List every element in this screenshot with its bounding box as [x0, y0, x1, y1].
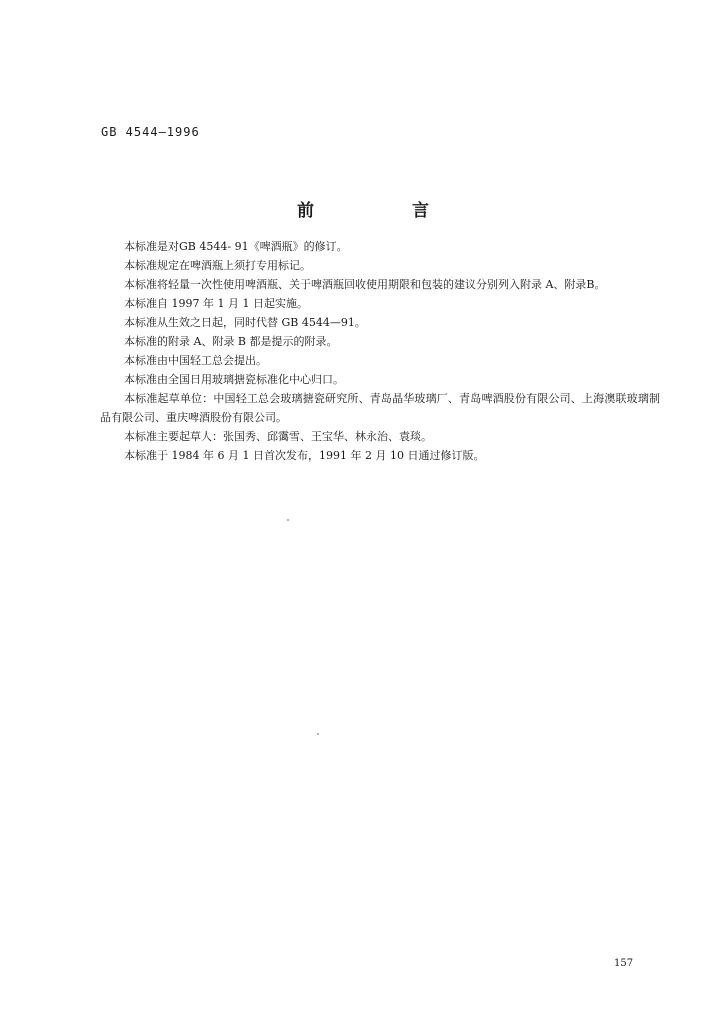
paragraph-drafting-units: 本标准起草单位：中国轻工总会玻璃搪瓷研究所、青岛晶华玻璃厂、青岛啤酒股份有限公司、上海澳联玻璃制品有限公司、重庆啤酒股份有限公司。	[100, 392, 660, 424]
foreword-body	[100, 237, 660, 465]
paragraph-history: 本标准于 1984 年 6 月 1 日首次发布，1991 年 2 月 10 日通过修订版。	[124, 449, 485, 462]
paragraph-replacement: 本标准从生效之日起，同时代替 GB 4544—91。	[124, 316, 366, 329]
paragraph-marking: 本标准规定在啤酒瓶上须打专用标记。	[124, 259, 311, 272]
standard-code: GB 4544—1996	[101, 125, 200, 139]
page-title: 前 言	[297, 201, 475, 221]
paragraph-informative-appendices: 本标准的附录 A、附录 B 都是提示的附录。	[124, 335, 338, 348]
paragraph-revision: 本标准是对GB 4544- 91《啤酒瓶》的修订。	[124, 240, 348, 253]
scan-speck	[287, 519, 289, 521]
paragraph-administered-by: 本标准由全国日用玻璃搪瓷标准化中心归口。	[124, 373, 344, 386]
paragraph-effective-date: 本标准自 1997 年 1 月 1 日起实施。	[124, 297, 308, 310]
scan-speck	[317, 733, 319, 735]
paragraph-proposed-by: 本标准由中国轻工总会提出。	[124, 354, 267, 367]
paragraph-drafters: 本标准主要起草人：张国秀、邱霭雪、王宝华、林永治、袁琰。	[124, 430, 432, 443]
page-number: 157	[614, 958, 634, 969]
paragraph-appendices: 本标准将轻量一次性使用啤酒瓶、关于啤酒瓶回收使用期限和包装的建议分别列入附录 A、附录B。	[124, 278, 606, 291]
